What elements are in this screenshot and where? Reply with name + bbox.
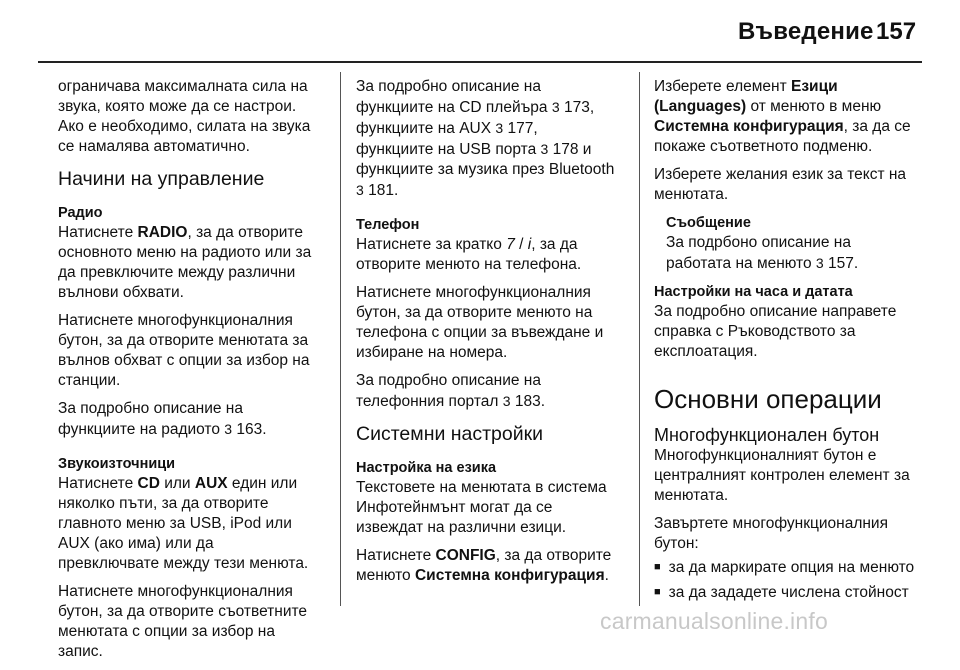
page-ref-icon: 3	[551, 99, 560, 115]
key-cd: CD	[137, 475, 160, 492]
section-heading-controls: Начини на управление	[58, 168, 265, 190]
header-divider	[38, 61, 922, 63]
subheading-sources: Звукоизточници	[58, 456, 176, 472]
clock-paragraph: За подробно описание направете справка с Ръководството за експлоатация.	[654, 303, 897, 360]
page-ref-icon: 3	[224, 421, 233, 437]
media-references-paragraph: За подробно описание на функциите на CD плейъра 3 173, функциите на AUX 3 177, функциите на USB порта 3 178 и функциите за музика през Bluetooth 3 181.	[356, 78, 615, 199]
page-reference[interactable]: 178 и	[552, 141, 592, 158]
page-number: 157	[876, 18, 917, 45]
phone-mute-icon: i	[527, 236, 532, 253]
column-2	[356, 77, 628, 594]
note-box: Съобщение За подрбоно описание на работата на менюто 3 157.	[654, 213, 926, 274]
languages-paragraph: Изберете елемент Езици (Languages) от менюто в меню Системна конфигурация, за да се покаже съответното подменю.	[654, 78, 911, 155]
list-item: ■ за да зададете числена стойност	[654, 583, 926, 604]
language-paragraph-2: Натиснете CONFIG, за да отворите менюто Системна конфигурация.	[356, 547, 612, 584]
radio-paragraph-1: Натиснете RADIO, за да отворите основното меню на радиото или за да превключите между различни вълнови обхвати.	[58, 224, 312, 301]
watermark: carmanualsonline.info	[600, 608, 828, 634]
page-reference[interactable]: 157.	[828, 255, 859, 272]
page-reference[interactable]: 183.	[514, 393, 546, 410]
choose-language-paragraph: Изберете желания език за текст на менютата.	[654, 166, 907, 203]
key-aux: AUX	[194, 475, 228, 492]
page-header-title: Въведение	[738, 18, 874, 45]
page-ref-icon: 3	[815, 255, 824, 271]
section-heading-system-settings: Системни настройки	[356, 423, 544, 445]
section-heading-basic-operations: Основни операции	[654, 384, 882, 414]
key-config: CONFIG	[435, 547, 496, 564]
knob-paragraph-2: Завъртете многофункционалния бутон:	[654, 515, 888, 552]
page-ref-icon: 3	[495, 120, 504, 136]
subheading-multifunction-knob: Многофункционален бутон	[654, 425, 880, 445]
column-divider-2	[639, 72, 640, 606]
subheading-clock: Настройки на часа и датата	[654, 284, 853, 300]
phone-call-icon: 7	[506, 236, 515, 253]
page-reference[interactable]: 177,	[507, 120, 538, 137]
subheading-radio: Радио	[58, 205, 103, 221]
phone-paragraph-3: За подробно описание на телефонния портал 3 183.	[356, 372, 546, 410]
knob-paragraph-1: Многофункционалният бутон е централният контролен елемент за менютата.	[654, 447, 910, 504]
phone-paragraph-2: Натиснете многофункционалния бутон, за да отворите менюто на телефона с опции за въвеждане и избиране на номера.	[356, 284, 604, 361]
list-item: ■ за да маркирате опция на менюто	[654, 558, 926, 579]
page-ref-icon: 3	[502, 393, 511, 409]
column-3	[654, 77, 926, 604]
note-title: Съобщение	[666, 215, 751, 231]
intro-paragraph: ограничава максималната сила на звука, която може да се настрои. Ако е необходимо, силата на звука се намалява автоматично.	[58, 78, 311, 155]
page-ref-icon: 3	[540, 141, 549, 157]
phone-paragraph-1: Натиснете за кратко 7 / i, за да отворите менюто на телефона.	[356, 236, 582, 273]
subheading-phone: Телефон	[356, 217, 420, 233]
page-reference[interactable]: 163.	[236, 421, 267, 438]
sources-paragraph-2: Натиснете многофункционалния бутон, за да отворите съответните менютата с опции за избор на запис.	[58, 583, 308, 660]
language-paragraph-1: Текстовете на менютата в система Инфотейнмънт могат да се извеждат на различни езици.	[356, 479, 607, 536]
radio-paragraph-2: Натиснете многофункционалния бутон, за да отворите менютата за вълнов обхват с опции за избор на станции.	[58, 312, 310, 389]
column-divider-1	[340, 72, 341, 606]
page-reference[interactable]: 173,	[563, 99, 595, 116]
subheading-language: Настройка на езика	[356, 460, 497, 476]
radio-paragraph-3: За подробно описание на функциите на радиото 3 163.	[58, 400, 267, 438]
key-radio: RADIO	[137, 224, 188, 241]
column-1	[58, 77, 326, 670]
page-ref-icon: 3	[356, 182, 364, 198]
bullet-list	[654, 558, 926, 604]
sources-paragraph-1: Натиснете CD или AUX един или няколко пъти, за да отворите главното меню за USB, iPod или AUX (ако има) или да превключвате между тези менюта.	[58, 475, 309, 572]
page-reference[interactable]: 181.	[368, 182, 399, 199]
menu-languages: Езици	[791, 78, 838, 95]
menu-system-config: Системна конфигурация	[654, 118, 844, 135]
menu-system-config: Системна конфигурация	[414, 567, 605, 584]
